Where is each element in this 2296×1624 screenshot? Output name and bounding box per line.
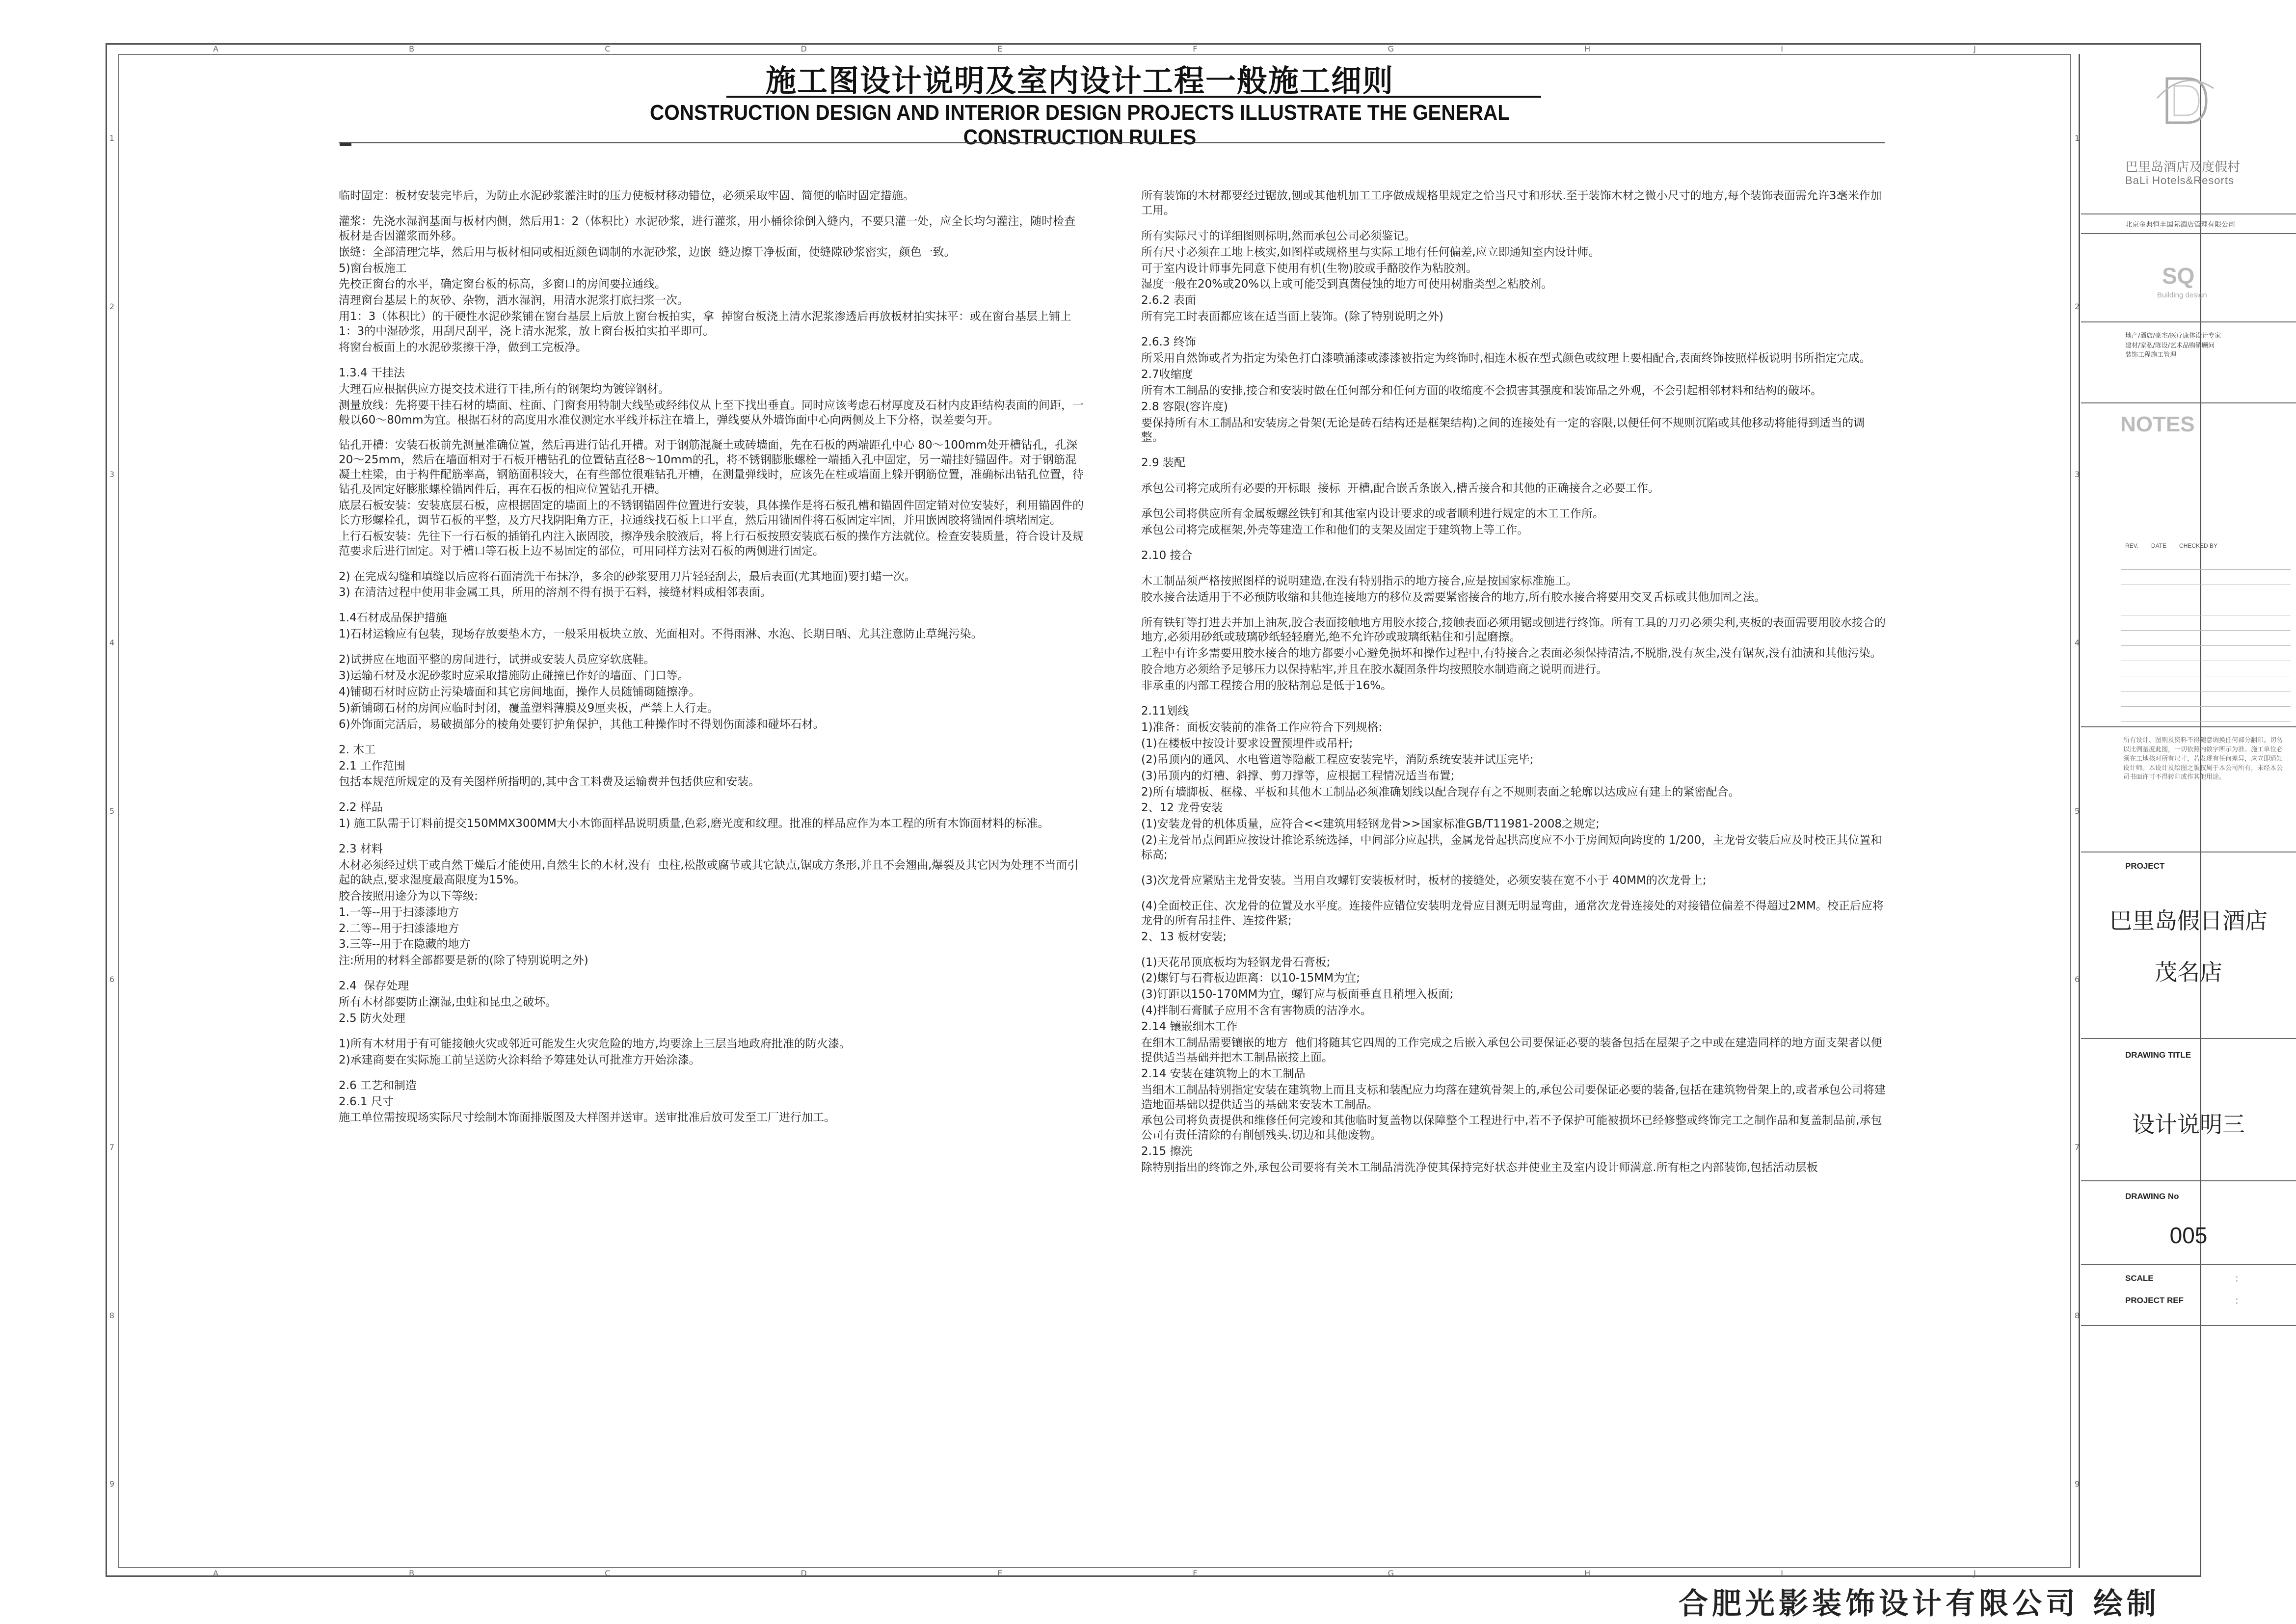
spec-paragraph: 1.4石材成品保护措施 (339, 612, 447, 625)
grid-letter: H (1584, 44, 1591, 53)
project-branch: 茂名店 (2155, 959, 2222, 985)
spec-paragraph: (2)主龙骨吊点间距应按设计推论系统选择，中间部分应起拱，金属龙骨起拱高度应不小于房间短向跨度的 1/200，主龙骨安装后应及时校正其位置和标高; (1141, 834, 1882, 862)
grid-number: 4 (109, 638, 115, 648)
grid-letter: C (605, 1569, 611, 1578)
spec-paragraph: 2.8 容限(容许度) (1141, 400, 1228, 413)
grid-letter: A (213, 44, 219, 53)
spec-paragraph: 2.15 擦洗 (1141, 1145, 1193, 1158)
title-block-divider (2081, 1180, 2296, 1181)
drawing-number-label: DRAWING No (2125, 1192, 2179, 1201)
spec-paragraph: 2.二等--用于扫漆漆地方 (339, 922, 459, 935)
spec-paragraph: 胶合地方必须给予足够压力以保持粘牢,并且在胶水凝固条件均按照胶水制造商之说明而进行。 (1141, 663, 1608, 676)
drawing-title: 设计说明三 (2132, 1111, 2245, 1138)
grid-letter: B (409, 44, 415, 53)
grid-letter: F (1193, 1569, 1198, 1578)
spec-paragraph: 上行石板安装：先往下一行石板的插销孔内注入嵌固胶，擦净残余胶液后，将上行石板按照安装底石板的操作方法就位。检查安装质量，符合设计及规范要求后进行固定。对于槽口等石板上边不易固定的部位，可用同样方法对石板的两侧进行固定。 (339, 530, 1084, 558)
revision-row (2121, 615, 2291, 631)
spec-paragraph: 2.10 接合 (1141, 549, 1193, 562)
spec-paragraph: 湿度一般在20%或20%以上或可能受到真菌侵蚀的地方可使用树脂类型之粘胶剂。 (1141, 278, 1553, 291)
spec-paragraph: 用1：3（体积比）的干硬性水泥砂浆铺在窗台基层上后放上窗台板拍实，拿 掉窗台板浇上清水泥浆渗透后再放板材拍实抹平：或在窗台基层上铺上1：3的中湿砂浆，用刮尺刮平，浇上清水泥浆，放上窗台板拍实拍平即可。 (339, 310, 1071, 338)
grid-number: 5 (2074, 806, 2080, 816)
spec-paragraph: 承包公司将完成所有必要的开标眼 接标 开槽,配合嵌舌条嵌入,槽舌接合和其他的正确接合之必要工作。 (1141, 482, 1659, 495)
spec-paragraph: 包括本规范所规定的及有关图样所指明的,其中含工料费及运输费并包括供应和安装。 (339, 775, 760, 789)
spec-paragraph: 2.14 安装在建筑物上的木工制品 (1141, 1067, 1306, 1080)
spec-paragraph: (3)钉距以150-170MM为宜，螺钉应与板面垂直且稍埋入板面; (1141, 988, 1454, 1001)
client-company-name: 北京金典恒丰国际酒店管理有限公司 (2125, 221, 2235, 229)
spec-paragraph: 承包公司将供应所有金属板螺丝铁钉和其他室内设计要求的或者顺利进行规定的木工工作所。 (1141, 507, 1604, 521)
spec-paragraph: 1.一等--用于扫漆漆地方 (339, 905, 459, 919)
grid-letter: A (213, 1569, 219, 1578)
title-block-divider (2081, 402, 2296, 403)
spec-paragraph: 清理窗台基层上的灰砂、杂物，洒水湿润，用清水泥浆打底扫浆一次。 (339, 294, 689, 307)
spec-paragraph: 大理石应根据供应方提交技术进行干挂,所有的钢架均为镀锌钢材。 (339, 382, 670, 396)
spec-paragraph: 2. 木工 (339, 743, 376, 756)
designer-logo-subtitle: Building design (2157, 291, 2207, 299)
spec-paragraph: 所有木材都要防止潮湿,虫蛀和昆虫之破坏。 (339, 996, 557, 1009)
page-title-chinese: 施工图设计说明及室内设计工程一般施工细则 (765, 63, 1394, 99)
spec-paragraph: 2)所有墙脚板、框椽、平板和其他木工制品必须准确划线以配合现存有之不规则表面之轮廓以达成应有建上的紧密配合。 (1141, 785, 1740, 799)
spec-paragraph: 木工制品须严格按照图样的说明建造,在没有特别指示的地方接合,应是按国家标准施工。 (1141, 574, 1577, 587)
spec-paragraph: 所有实际尺寸的详细图则标明,然而承包公司必须鉴记。 (1141, 229, 1416, 242)
revision-row (2121, 631, 2291, 646)
grid-letter: G (1388, 44, 1394, 53)
revision-row (2121, 692, 2291, 707)
spec-paragraph: 2.7收缩度 (1141, 368, 1193, 381)
revision-row (2121, 585, 2291, 600)
spec-paragraph: 钻孔开槽：安装石板前先测量准确位置，然后再进行钻孔开槽。对于钢筋混凝土或砖墙面，先在石板的两端距孔中心 80～100mm处开槽钻孔，孔深20～25mm，然后在墙面相对于石板开槽钻孔的位置钻直径8～10mm的孔，将不锈钢膨胀螺栓一端插入孔中固定，另一端挂好锚固件。对于钢筋混凝土柱梁，由于构件配筋率高，钢筋面积较大，在有些部位很难钻孔开槽，在测量弹线时，应该先在柱或墙面上躲开钢筋位置，准确标出钻孔位置，待钻孔及固定好膨胀螺栓锚固件后，再在石板的相应位置钻孔开槽。 (339, 439, 1084, 496)
spec-paragraph: 测量放线：先将要干挂石材的墙面、柱面、门窗套用特制大线坠或经纬仪从上至下找出垂直。同时应该考虑石材厚度及石材内皮距结构表面的间距，一般以60～80mm为宜。根据石材的高度用水准仪测定水平线并标注在墙上，弹线要从外墙饰面中心向两侧及上下分格，误差要匀开。 (339, 399, 1084, 426)
project-label: PROJECT (2125, 861, 2165, 871)
spec-paragraph: 所有尺寸必须在工地上核实,如图样或规格里与实际工地有任何偏差,应立即通知室内设计师。 (1141, 245, 1600, 259)
spec-paragraph: 承包公司将完成框架,外壳等建造工作和他们的支架及固定于建筑物上等工作。 (1141, 524, 1529, 537)
grid-number: 2 (109, 301, 115, 311)
revision-row (2121, 555, 2291, 570)
hotel-brand-chinese: 巴里岛酒店及度假村 (2125, 160, 2241, 175)
spec-paragraph: 2.4 保存处理 (339, 980, 409, 993)
revision-header (2125, 542, 2217, 549)
grid-number: 9 (109, 1479, 115, 1489)
spec-paragraph: 2) 在完成勾缝和填缝以后应将石面清洗干布抹净，多余的砂浆要用刀片轻轻刮去，最后表面(尤其地面)要打蜡一次。 (339, 570, 916, 583)
title-block-divider (2081, 321, 2296, 322)
spec-paragraph: 3)运输石材及水泥砂浆时应采取措施防止碰撞已作好的墙面、门口等。 (339, 669, 689, 683)
spec-paragraph: 1)石材运输应有包装，现场存放要垫木方，一般采用板块立放、光面相对。不得雨淋、水泡、长期日晒、尤其注意防止草绳污染。 (339, 628, 983, 641)
grid-number: 8 (109, 1311, 115, 1321)
grid-letter: C (605, 44, 611, 53)
spec-paragraph: 2.14 镶嵌细木工作 (1141, 1020, 1238, 1034)
left-grid-ruler (107, 54, 117, 1568)
grid-letter: F (1193, 44, 1198, 53)
spec-paragraph: 将窗台板面上的水泥砂浆擦干净，做到工完板净。 (339, 341, 587, 354)
spec-paragraph: 所采用自然饰或者为指定为染色打白漆喷涌漆或漆漆被指定为终饰时,相连木板在型式颜色或纹理上要相配合,表面终饰按照样板说明书所指定完成。 (1141, 352, 1871, 365)
spec-paragraph: 2、12 龙骨安装 (1141, 801, 1223, 815)
spec-paragraph: 所有完工时表面都应该在适当面上装饰。(除了特别说明之外) (1141, 310, 1443, 323)
grid-number: 9 (2074, 1479, 2080, 1489)
grid-letter: D (801, 1569, 807, 1578)
spec-paragraph: 2.11划线 (1141, 705, 1189, 718)
grid-letter: J (1974, 1569, 1976, 1578)
date-header: DATE (2151, 542, 2167, 549)
spec-paragraph: (2)螺钉与石膏板边距离：以10-15MM为宜; (1141, 972, 1360, 985)
spec-paragraph: (1)安装龙骨的机体质量，应符合<<建筑用轻钢龙骨>>国家标准GB/T11981-2008之规定; (1141, 818, 1600, 831)
spec-paragraph: 胶合按照用途分为以下等级: (339, 889, 478, 903)
spec-paragraph: 除特别指出的终饰之外,承包公司要将有关木工制品清洗净使其保持完好状态并使业主及室内设计师满意.所有柜之内部装饰,包括活动层板 (1141, 1161, 1818, 1174)
spec-paragraph: 2.6 工艺和制造 (339, 1079, 417, 1092)
header-tick-mark (340, 143, 351, 146)
scale-label: SCALE (2125, 1274, 2154, 1283)
spec-paragraph: (2)吊顶内的通风、水电管道等隐蔽工程应安装完毕，消防系统安装并试压完毕; (1141, 753, 1534, 766)
spec-paragraph: 施工单位需按现场实际尺寸绘制木饰面排版图及大样图并送审。送审批准后放可发至工厂进行加工。 (339, 1111, 835, 1124)
drawing-title-label: DRAWING TITLE (2125, 1050, 2191, 1060)
spec-paragraph: 所有装饰的木材都要经过锯放,刨或其他机加工工序做成规格里规定之恰当尺寸和形状.至于装饰木材之微小尺寸的地方,每个装饰表面需允许3毫米作加工用。 (1141, 189, 1882, 217)
spec-column-right (1141, 189, 1887, 1177)
grid-number: 8 (2074, 1311, 2080, 1321)
grid-number: 1 (109, 133, 115, 143)
grid-number: 3 (2074, 470, 2080, 479)
grid-number: 7 (2074, 1143, 2080, 1152)
spec-paragraph: 木材必须经过烘干或自然干燥后才能使用,自然生长的木材,没有 虫柱,松散或腐节或其它缺点,锯成方条形,并且不会翘曲,爆裂及其它因为处理不当而引起的缺点,要求湿度最高限度为15%。 (339, 858, 1079, 886)
spec-paragraph: 1.3.4 干挂法 (339, 366, 405, 379)
spec-paragraph: 2.1 工作范围 (339, 759, 405, 772)
spec-paragraph: 要保持所有木工制品和安装房之骨架(无论是砖石结构还是框架结构)之间的连接处有一定的容限,以便任何不规则沉陷或其他移动将能得到适当的调整。 (1141, 416, 1865, 444)
grid-letter: B (409, 1569, 415, 1578)
spec-paragraph: 所有铁钉等打进去并加上油灰,胶合表面接触地方用胶水接合,接触表面必须用锯或刨进行终饰。所有工具的刀刃必须尖利,夹板的表面需要用胶水接合的地方,必须用砂纸或玻璃砂纸轻轻磨光,绝不允许砂或玻璃纸粘住和引起磨擦。 (1141, 616, 1886, 644)
spec-paragraph: 6)外饰面完活后，易破损部分的棱角处要钉护角保护，其他工种操作时不得划伤面漆和碰坏石材。 (339, 718, 825, 731)
spec-paragraph: 2.6.3 终饰 (1141, 336, 1196, 349)
revision-row (2121, 707, 2291, 722)
spec-paragraph: (1)天花吊顶底板均为轻钢龙骨石膏板; (1141, 956, 1331, 969)
drafted-by-footer: 合肥光影装饰设计有限公司 绘制 (1679, 1587, 2160, 1621)
spec-paragraph: 2.9 装配 (1141, 456, 1185, 470)
spec-paragraph: 2)承建商要在实际施工前呈送防火涂料给予筹建处认可批准方开始涂漆。 (339, 1053, 700, 1066)
spec-paragraph: (4)拌制石膏腻子应用不含有害物质的洁净水。 (1141, 1004, 1372, 1017)
revision-row (2121, 646, 2291, 661)
spec-paragraph: 工程中有许多需要用胶水接合的地方都要小心避免损坏和操作过程中,有特接合之表面必须保持清洁,不脱脂,没有灰尘,没有锯灰,没有油渍和其他污染。 (1141, 647, 1882, 660)
title-block-divider (2081, 233, 2296, 234)
grid-number: 5 (109, 806, 115, 816)
grid-letter: D (801, 44, 807, 53)
spec-paragraph: 1)准备：面板安装前的准备工作应符合下列规格: (1141, 720, 1383, 734)
spec-paragraph: 3.三等--用于在隐藏的地方 (339, 938, 471, 951)
spec-paragraph: 先校正窗台的水平，确定窗台板的标高，多窗口的房间要拉通线。 (339, 278, 666, 291)
notes-heading: NOTES (2120, 412, 2195, 436)
drawing-number: 005 (2169, 1223, 2208, 1248)
grid-number: 6 (2074, 974, 2080, 984)
revision-row (2121, 570, 2291, 585)
spec-paragraph: 承包公司将负责提供和维修任何完竣和其他临时复盖物以保障整个工程进行中,若不予保护可能被损坏已经修整或终饰完工之制作品和复盖制品前,承包公司有责任清除的有削刨残头.切边和其他废物。 (1141, 1114, 1882, 1142)
title-block-divider (2081, 1325, 2296, 1326)
spec-paragraph: 2)试拼应在地面平整的房间进行，试拼或安装人员应穿软底鞋。 (339, 653, 655, 666)
spec-paragraph: 临时固定：板材安装完毕后，为防止水泥砂浆灌注时的压力使板材移动错位，必须采取牢固、简便的临时固定措施。 (339, 189, 914, 202)
title-block-divider (2081, 213, 2296, 214)
spec-paragraph: 底层石板安装：安装底层石板，应根据固定的墙面上的不锈钢锚固件位置进行安装，具体操作是将石板孔槽和锚固件固定销对位安装好，利用锚固件的长方形螺栓孔，调节石板的平整，及方尺找阴阳角方正，拉通线找石板上口平直，然后用锚固件将石板固定牢固，并用嵌固胶将锚固件填堵固定。 (339, 499, 1084, 527)
grid-number: 4 (2074, 638, 2080, 648)
title-underline (726, 96, 1541, 98)
spec-paragraph: (3)吊顶内的灯槽、斜撑、剪刀撑等，应根据工程情况适当布置; (1141, 769, 1455, 782)
hotel-brand-english: BaLi Hotels&Resorts (2125, 174, 2234, 186)
revision-row (2121, 600, 2291, 615)
spec-paragraph: 2.3 材料 (339, 843, 383, 856)
spec-paragraph: 1) 施工队需于订料前提交150MMX300MM大小木饰面样品说明质量,色彩,磨光度和纹理。批准的样品应作为本工程的所有木饰面材料的标准。 (339, 817, 1049, 830)
header-divider (339, 142, 1885, 143)
spec-paragraph: 可于室内设计师事先同意下使用有机(生物)胶或手酪胶作为粘胶剂。 (1141, 262, 1477, 275)
spec-paragraph: 4)铺砌石材时应防止污染墙面和其它房间地面，操作人员随铺砌随擦净。 (339, 685, 700, 698)
spec-paragraph: 灌浆：先浇水湿润基面与板材内侧，然后用1：2（体积比）水泥砂浆，进行灌浆，用小桶徐徐倒入缝内，不要只灌一处，应全长均匀灌注，随时检查板材是否因灌浆而外移。 (339, 214, 1076, 242)
spec-paragraph: (3)次龙骨应紧贴主龙骨安装。当用自攻螺钉安装板材时，板材的接缝处，必须安装在宽不小于 40MM的次龙骨上; (1141, 874, 1707, 887)
spec-paragraph: 2.2 样品 (339, 801, 383, 814)
spec-paragraph: (4)全面校正住、次龙骨的位置及水平度。连接件应错位安装明龙骨应目测无明显弯曲，通常次龙骨连接处的对接错位偏差不得超过2MM。校正后应将龙骨的所有吊挂件、连接件紧; (1141, 899, 1884, 927)
designer-logo-mark: SQ (2162, 263, 2195, 289)
grid-number: 3 (109, 470, 115, 479)
spec-paragraph: 2.6.1 尺寸 (339, 1095, 394, 1108)
spec-column-left (339, 189, 1085, 1127)
title-block-divider (2081, 1038, 2296, 1039)
revision-table (2121, 555, 2291, 722)
grid-letter: J (1974, 44, 1976, 53)
project-ref-value: : (2236, 1296, 2239, 1305)
hotel-logo-icon (2152, 69, 2216, 133)
grid-letter: G (1388, 1569, 1394, 1578)
project-name: 巴里岛假日酒店 (2109, 907, 2268, 934)
page-title-english: CONSTRUCTION DESIGN AND INTERIOR DESIGN PROJECTS ILLUSTRATE THE GENERAL CONSTRUCTION RULES (650, 101, 1510, 149)
grid-letter: H (1584, 1569, 1591, 1578)
spec-paragraph: 胶水接合法适用于不必预防收缩和其他连接地方的移位及需要紧密接合的地方,所有胶水接合将要用交叉舌标或其他加固之法。 (1141, 590, 1766, 604)
spec-paragraph: 非承重的内部工程接合用的胶粘剂总是低于16%。 (1141, 679, 1392, 692)
project-ref-label: PROJECT REF (2125, 1296, 2184, 1305)
bottom-grid-ruler (118, 1569, 2071, 1578)
spec-paragraph: 2.6.2 表面 (1141, 294, 1196, 307)
checked-by-header: CHECKED BY (2179, 542, 2218, 549)
designer-services: 地产/酒店/豪宅/医疗康体设计专家 建材/家私/陈设/艺术品购销顾问 装饰工程施工管理 (2125, 332, 2221, 359)
spec-paragraph: 注:所用的材料全部都要是新的(除了特别说明之外) (339, 954, 588, 967)
grid-number: 6 (109, 974, 115, 984)
grid-letter: I (1781, 1569, 1783, 1578)
spec-paragraph: 2、13 板材安装; (1141, 930, 1227, 943)
spec-paragraph: 3) 在清洁过程中使用非金属工具，所用的溶剂不得有损于石料，接缝材料成相邻表面。 (339, 586, 772, 599)
scale-value: : (2236, 1274, 2239, 1283)
rev-header: REV. (2125, 542, 2138, 549)
grid-number: 1 (2074, 133, 2080, 143)
spec-paragraph: 5)新铺砌石材的房间应临时封闭，覆盖塑料薄膜及9厘夹板，严禁上人行走。 (339, 701, 719, 715)
spec-paragraph: 嵌缝：全部清理完毕，然后用与板材相同或相近颜色调制的水泥砂浆，边嵌 缝边擦干净板面，使缝隙砂浆密实，颜色一致。 (339, 245, 956, 259)
grid-number: 7 (109, 1143, 115, 1152)
spec-paragraph: 1)所有木材用于有可能接触火灾或邻近可能发生火灾危险的地方,均要涂上三层当地政府批准的防火漆。 (339, 1037, 851, 1050)
copyright-disclaimer: 所有设计、图则及资料不得随意调换任何部分翻印。切勿以比例量度此图，一切依照内数字所示为准。施工单位必须在工地核对所有尺寸，若发现有任何差异，应立即通知设计师。本设计及绘图之版权属于本公司所有，未经本公司书面许可不得转印或作其他用途。 (2123, 737, 2283, 781)
spec-paragraph: 所有木工制品的安排,接合和安装时做在任何部分和任何方面的收缩度不会损害其强度和装饰品之外观，不会引起相邻材料和结构的破坏。 (1141, 384, 1822, 397)
grid-letter: E (997, 44, 1003, 53)
spec-paragraph: 5)窗台板施工 (339, 262, 407, 275)
top-grid-ruler (118, 44, 2071, 53)
spec-paragraph: 2.5 防火处理 (339, 1012, 405, 1025)
title-block-divider (2081, 726, 2296, 727)
title-block-divider (2081, 1264, 2296, 1265)
spec-paragraph: 在细木工制品需要镶嵌的地方 他们将随其它四周的工作完成之后嵌入承包公司要保证必要的装备包括在屋架子之中或在建造同样的地方面支架者以便提供适当基础并把木工制品嵌接上面。 (1141, 1036, 1882, 1064)
spec-paragraph: 当细木工制品特别指定安装在建筑物上而且支标和装配应力均落在建筑骨架上的,承包公司要保证必要的装备,包括在建筑物骨架上的,或者承包公司将建造地面基础以提供适当的基础来安装木工制品。 (1141, 1083, 1886, 1111)
grid-letter: I (1781, 44, 1783, 53)
revision-row (2121, 661, 2291, 676)
grid-letter: E (997, 1569, 1003, 1578)
grid-number: 2 (2074, 301, 2080, 311)
spec-paragraph: (1)在楼板中按设计要求设置预埋件或吊杆; (1141, 737, 1353, 750)
revision-row (2121, 676, 2291, 692)
